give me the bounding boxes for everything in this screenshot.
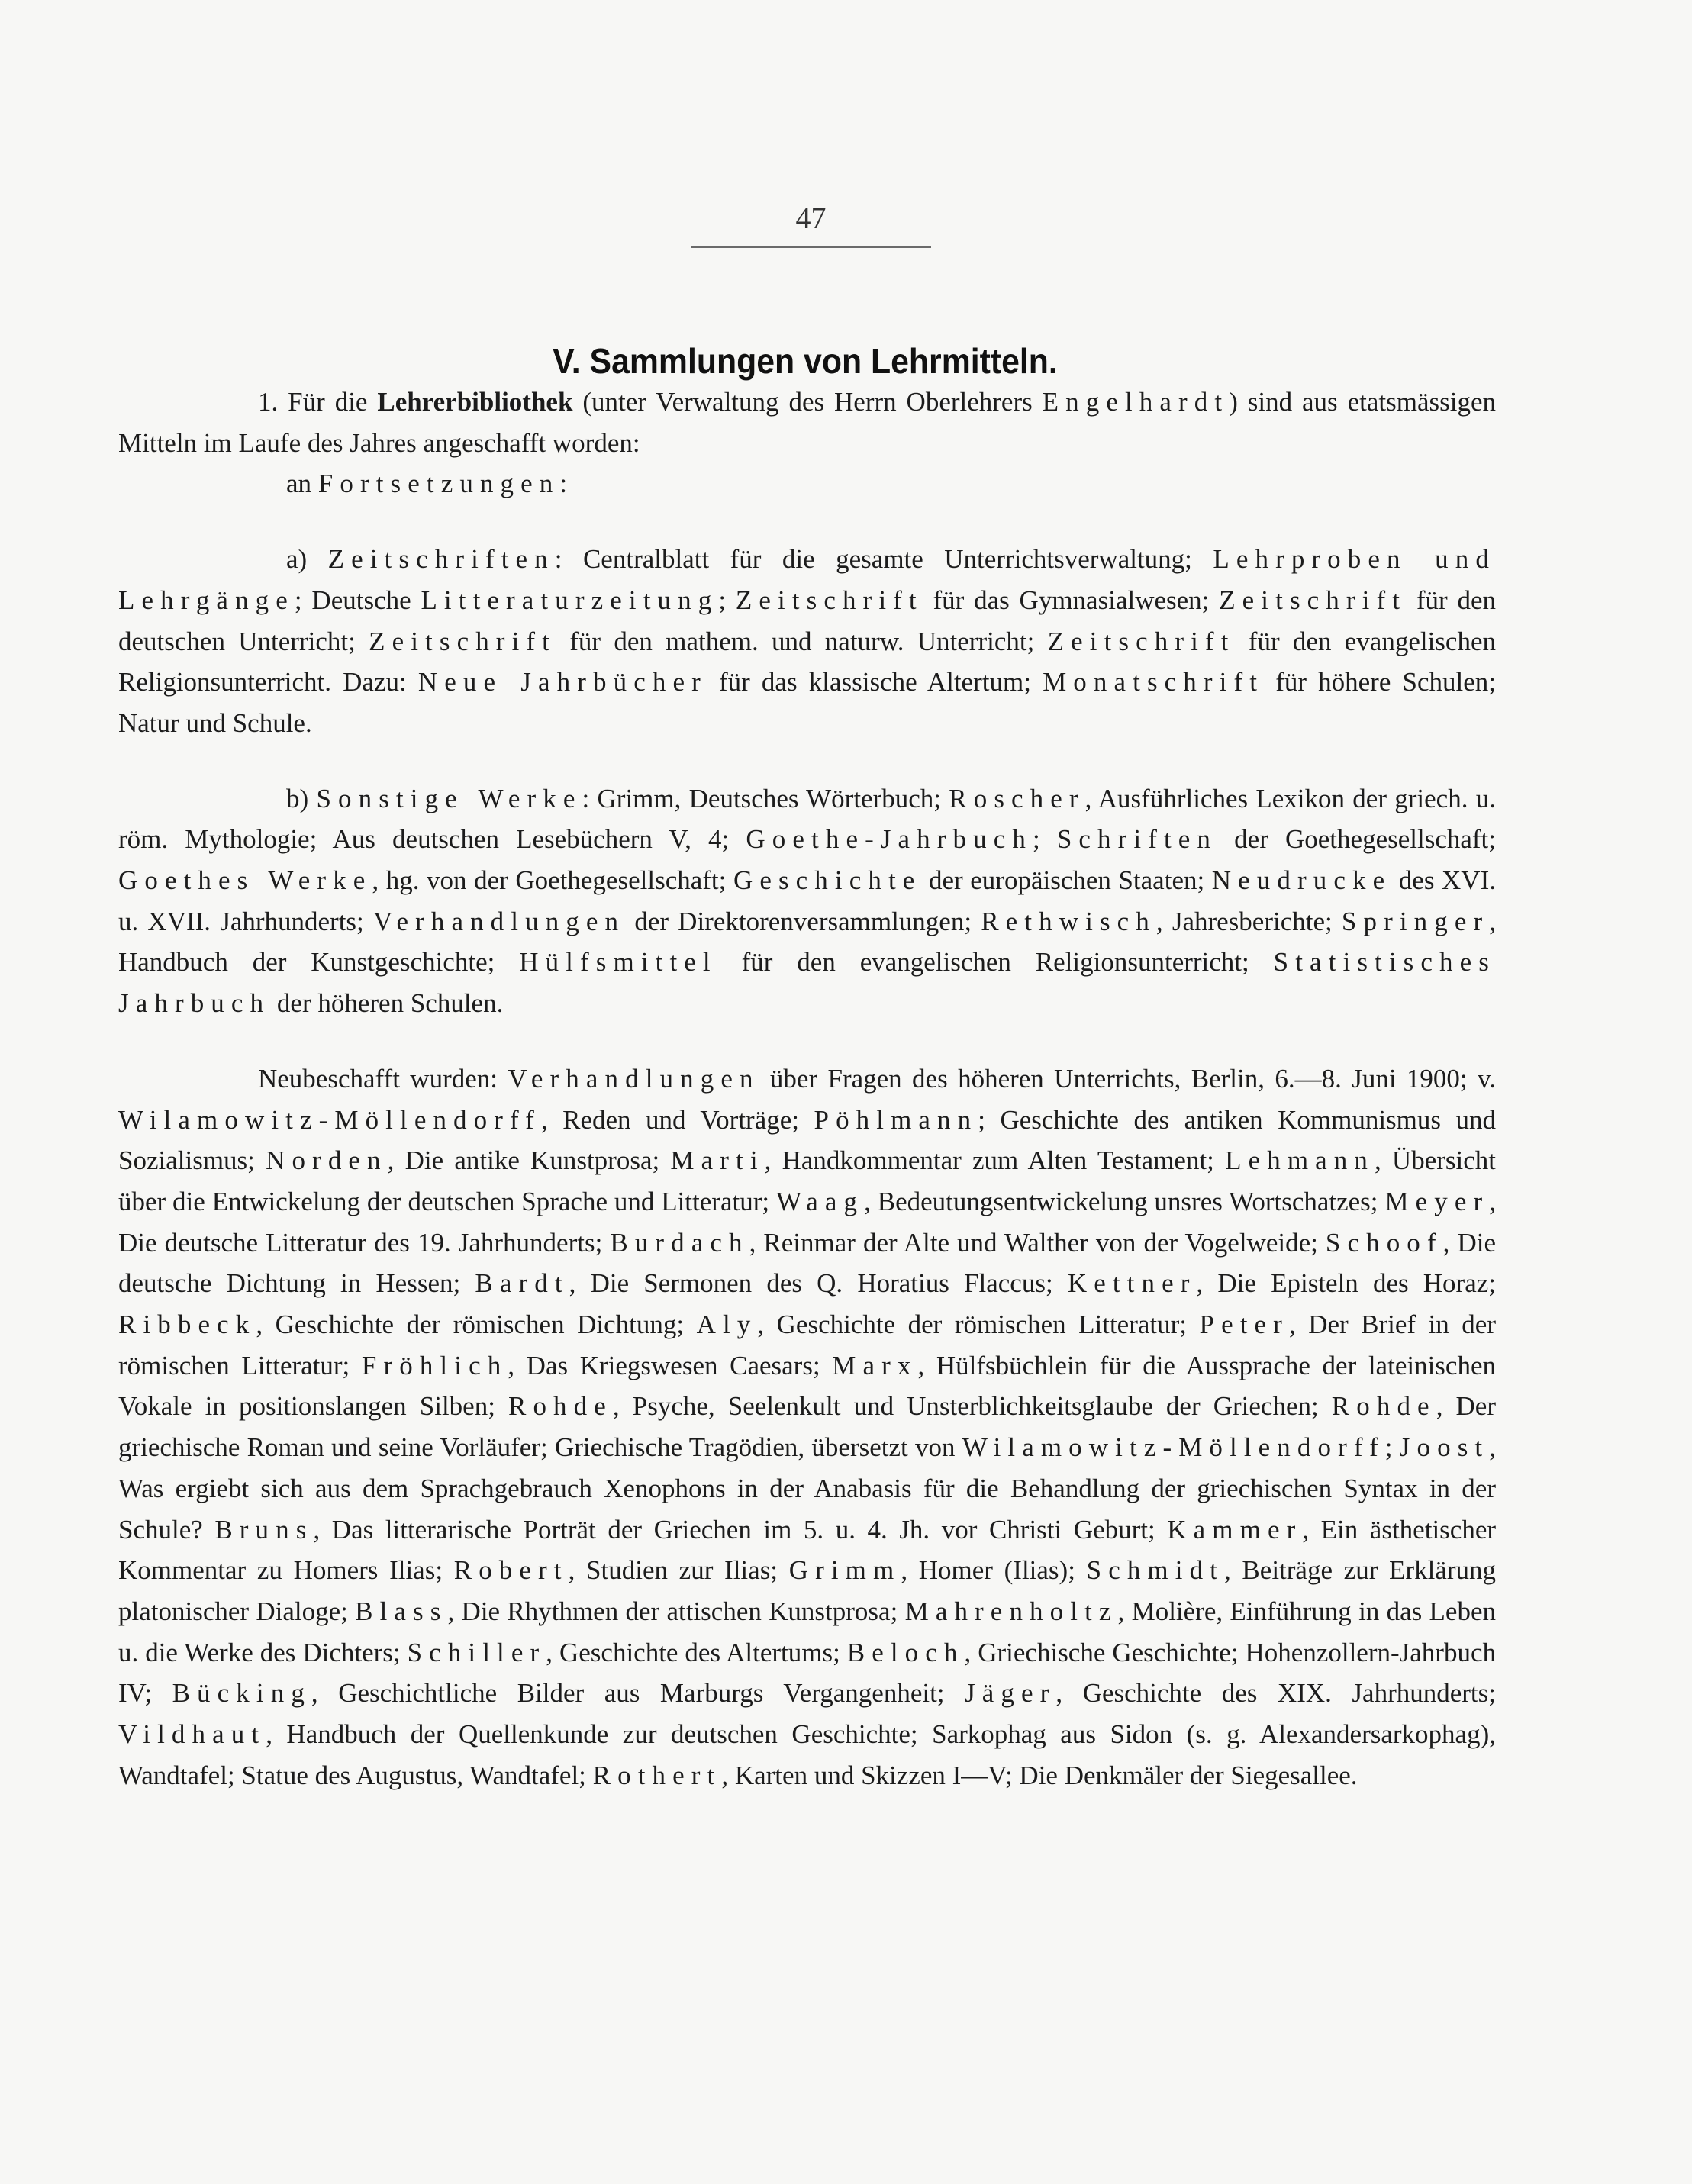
text-run: , Geschichte des XIX. Jahrhunderts; (1055, 1678, 1496, 1709)
text-run: , Geschichte des Altertums; (546, 1637, 847, 1667)
bold-term: Lehrerbibliothek (377, 387, 573, 417)
text-run: für den evangelischen Religionsunterricht; (717, 947, 1274, 978)
spaced-term: Beloch (846, 1637, 965, 1667)
spaced-term: Zeitschriften (327, 544, 555, 575)
spaced-term: Schmidt (1086, 1555, 1224, 1586)
spaced-term: Meyer (1384, 1186, 1490, 1216)
spaced-term: Marx (832, 1350, 918, 1380)
paragraph-neubeschafft (118, 1058, 1496, 1796)
spaced-term: Bruns (214, 1514, 314, 1545)
text-run: , Handbuch der Quellenkunde zur deutschen Geschichte; Sarkophag aus Sidon (s. g. Alexandersarkophag), Wandtafel; Statue des Augustus, Wandtafel; (118, 1719, 1496, 1790)
text-run: , Ein ästhetischer Kommentar zu Homers Ilias; (118, 1514, 1497, 1586)
spaced-term: Fröhlich (361, 1350, 508, 1380)
spaced-term: Vildhaut (118, 1719, 266, 1750)
header-rule (691, 246, 931, 248)
spaced-term: Grimm (788, 1555, 901, 1586)
spaced-term: Wilamowitz-Möllendorff (962, 1432, 1385, 1463)
spaced-term: Zeitschrift (735, 585, 923, 615)
text-run: , Was ergiebt sich aus dem Sprachgebrauch Xenophons in der Anabasis für die Behandlung der griechischen Syntax in der Schule? (118, 1432, 1496, 1545)
text-run: für den deutschen Unterricht; (118, 585, 1496, 656)
text-run: des XVI. u. XVII. Jahrhunderts; (118, 865, 1496, 936)
spaced-term: Pöhlmann (814, 1104, 978, 1135)
spaced-term: Schriften (1056, 824, 1218, 855)
spaced-term: Geschichte (733, 865, 922, 896)
spaced-term: Schoof (1325, 1227, 1443, 1258)
text-run: , Beiträge zur Erklärung platonischer Dialoge; (118, 1555, 1496, 1626)
text-run: für den evangelischen Religionsunterricht. Dazu: (118, 626, 1496, 697)
spaced-term: Rothert (592, 1760, 722, 1790)
text-run: , Die Sermonen des Q. Horatius Flaccus; (569, 1268, 1068, 1299)
text-run: , Griechische Geschichte; Hohenzollern-Jahrbuch IV; (118, 1637, 1496, 1709)
spaced-term: Goethes Werke (118, 865, 372, 896)
body-text (118, 382, 1496, 1796)
text-run: an (286, 469, 318, 499)
text-run: der europäischen Staaten; (921, 865, 1212, 896)
spaced-term: Roscher (949, 783, 1085, 813)
text-run: , Reinmar der Alte und Walther von der Vogelweide; (749, 1227, 1326, 1258)
text-run: ; (718, 585, 736, 615)
text-run: über Fragen des höheren Unterrichts, Berlin, 6.—8. Juni 1900; v. (759, 1063, 1496, 1094)
text-run: , Übersicht über die Entwickelung der deutschen Sprache und Litteratur; (118, 1145, 1496, 1216)
spaced-term: Robert (453, 1555, 569, 1586)
text-run: Neubeschafft wurden: (258, 1063, 508, 1094)
paragraph-lehrerbibliothek (118, 382, 1496, 463)
section-heading: V. Sammlungen von Lehrmitteln. (553, 340, 1058, 381)
spaced-term: Monatschrift (1043, 667, 1265, 697)
text-run: , Geschichtliche Bilder aus Marburgs Vergangenheit; (311, 1678, 965, 1709)
spaced-term: Zeitschrift (1047, 626, 1236, 656)
spaced-term: Rethwisch (981, 906, 1156, 936)
spaced-term: Sonstige Werke (316, 783, 582, 813)
text-run: , Karten und Skizzen I—V; Die Denkmäler der Siegesallee. (721, 1760, 1358, 1790)
text-run: , Die deutsche Dichtung in Hessen; (118, 1227, 1496, 1299)
spaced-term: Goethe-Jahrbuch (746, 824, 1033, 855)
text-run: , Geschichte der römischen Dichtung; (256, 1309, 697, 1340)
text-run: : Centralblatt für die gesamte Unterrichtsverwaltung; (554, 544, 1213, 575)
text-run: , Molière, Einführung in das Leben u. die Werke des Dichters; (118, 1596, 1496, 1667)
text-run: , Die Episteln des Horaz; (1196, 1268, 1496, 1299)
spaced-term: Ribbeck (118, 1309, 256, 1340)
text-run: a) (286, 544, 328, 575)
text-run: 1. Für die (258, 387, 378, 417)
text-run: , Psyche, Seelenkult und Unsterblichkeitsglaube der Griechen; (612, 1391, 1332, 1422)
spaced-term: Zeitschrift (369, 626, 556, 656)
page-number: 47 (795, 201, 827, 235)
text-run: , Das Kriegswesen Caesars; (508, 1350, 833, 1380)
spaced-term: Bücking (172, 1678, 311, 1709)
spaced-term: Wilamowitz-Möllendorff (118, 1104, 541, 1135)
spaced-term: Zeitschrift (1219, 585, 1407, 615)
text-run: , Die Rhythmen der attischen Kunstprosa; (447, 1596, 905, 1626)
text-run: , Studien zur Ilias; (568, 1555, 789, 1586)
text-run: , Bedeutungsentwickelung unsres Wortschatzes; (864, 1186, 1385, 1216)
spaced-term: Verhandlungen (508, 1063, 760, 1094)
text-run: für den mathem. und naturw. Unterricht; (556, 626, 1048, 656)
text-run: , Der griechische Roman und seine Vorläufer; Griechische Tragödien, übersetzt von (118, 1391, 1496, 1463)
spaced-term: Fortsetzungen (317, 469, 560, 499)
text-run: b) (286, 783, 317, 813)
paragraph-fortsetzungen (118, 463, 1496, 504)
text-run: für das klassische Altertum; (707, 667, 1043, 697)
spaced-term: Aly (696, 1309, 758, 1340)
spaced-term: Rohde (1331, 1391, 1436, 1422)
text-run: : (559, 469, 568, 499)
spaced-term: Jäger (965, 1678, 1056, 1709)
spaced-term: Hülfsmittel (519, 947, 717, 978)
text-run: der Goethegesellschaft; (1217, 824, 1496, 855)
text-run: ; (1032, 824, 1057, 855)
spaced-term: Lehrproben und Lehrgänge (118, 544, 1496, 615)
spaced-term: Norden (266, 1145, 388, 1176)
text-run: , Das litterarische Porträt der Griechen im 5. u. 4. Jh. vor Christi Geburt; (313, 1514, 1168, 1545)
text-run: , Homer (Ilias); (901, 1555, 1087, 1586)
paragraph-zeitschriften (118, 539, 1496, 744)
text-run: , Hülfsbüchlein für die Aussprache der lateinischen Vokale in positionslangen Silben; (118, 1350, 1496, 1422)
spaced-term: Neue Jahrbücher (417, 667, 707, 697)
spaced-term: Neudrucke (1211, 865, 1392, 896)
text-run: , Ausführliches Lexikon der griech. u. röm. Mythologie; Aus deutschen Lesebüchern V, 4; (118, 783, 1496, 855)
text-run: , Die deutsche Litteratur des 19. Jahrhunderts; (118, 1186, 1496, 1258)
text-run: , Handbuch der Kunstgeschichte; (118, 906, 1496, 978)
text-run: der Direktorenversammlungen; (625, 906, 981, 936)
spaced-term: Burdach (610, 1227, 749, 1258)
spaced-term: Blass (355, 1596, 448, 1626)
spaced-term: Schiller (407, 1637, 546, 1667)
spaced-term: Marti (670, 1145, 765, 1176)
spaced-term: Litteraturzeitung (421, 585, 719, 615)
text-run: (unter Verwaltung des Herrn Oberlehrers (572, 387, 1043, 417)
text-run: : Grimm, Deutsches Wörterbuch; (582, 783, 949, 813)
spaced-term: Verhandlungen (372, 906, 626, 936)
text-run: , Reden und Vorträge; (540, 1104, 814, 1135)
text-run: , Die antike Kunstprosa; (387, 1145, 671, 1176)
spaced-term: Rohde (508, 1391, 613, 1422)
spaced-term: Peter (1199, 1309, 1289, 1340)
spaced-term: Lehmann (1225, 1145, 1375, 1176)
spaced-term: Bardt (475, 1268, 569, 1299)
text-run: , Jahresberichte; (1155, 906, 1342, 936)
text-run: ; Geschichte des antiken Kommunismus und Sozialismus; (118, 1104, 1497, 1176)
spaced-term: Springer (1341, 906, 1490, 936)
text-run: für höhere Schulen; Natur und Schule. (118, 667, 1496, 738)
text-run: , Handkommentar zum Alten Testament; (764, 1145, 1226, 1176)
text-run: , Der Brief in der römischen Litteratur; (118, 1309, 1496, 1380)
spaced-term: Mahrenholtz (904, 1596, 1118, 1626)
text-run: der höheren Schulen. (270, 988, 504, 1019)
text-run: ; (1384, 1432, 1400, 1463)
spaced-term: Waag (775, 1186, 865, 1216)
spaced-term: Kammer (1167, 1514, 1303, 1545)
text-run: ; Deutsche (294, 585, 421, 615)
spaced-term: Engelhardt (1042, 387, 1230, 417)
text-run: ) sind aus etatsmässigen Mitteln im Laufe des Jahres angeschafft worden: (118, 387, 1496, 458)
spaced-term: Joost (1399, 1432, 1490, 1463)
text-run: für das Gymnasialwesen; (923, 585, 1220, 615)
text-run: , hg. von der Goethegesellschaft; (372, 865, 733, 896)
text-run: , Geschichte der römischen Litteratur; (757, 1309, 1200, 1340)
paragraph-sonstige-werke (118, 778, 1496, 1024)
spaced-term: Kettner (1067, 1268, 1197, 1299)
spaced-term: Statistisches Jahrbuch (118, 947, 1496, 1019)
